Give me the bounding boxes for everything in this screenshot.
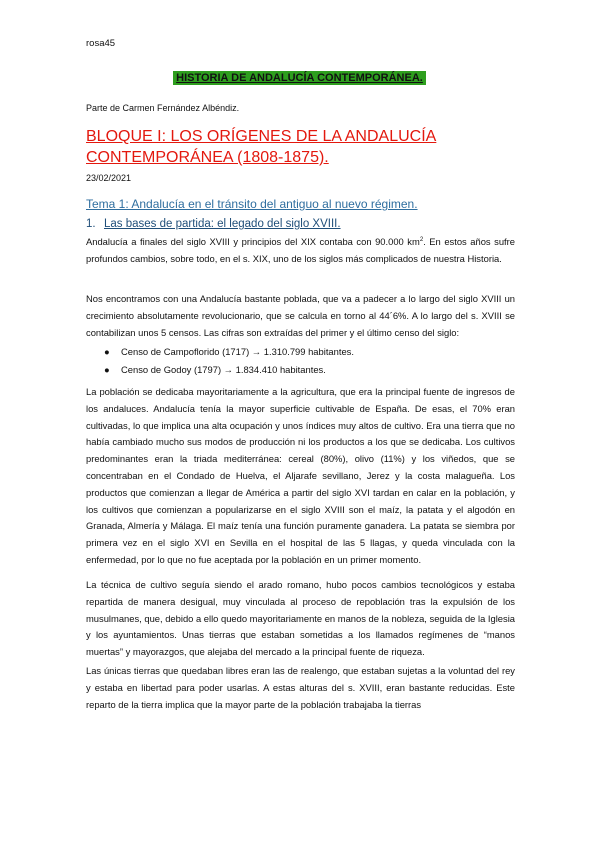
bloque-heading: BLOQUE I: LOS ORÍGENES DE LA ANDALUCÍA CONTEMPORÁNEA (1808-1875).: [86, 128, 437, 166]
census-list: [104, 343, 354, 379]
paragraph-1-text-a: Andalucía a finales del siglo XVIII y principios del XIX contaba con 90.000 km: [86, 236, 420, 248]
tema-heading: Tema 1: Andalucía en el tránsito del antiguo al nuevo régimen.: [86, 197, 418, 211]
paragraph-1-text-b: . En estos años sufre profundos cambios, sobre todo, en el s. XIX, uno de los siglos más complicados de nuestra Historia.: [86, 236, 515, 264]
document-date: 23/02/2021: [86, 173, 132, 183]
section-heading: [86, 218, 341, 230]
list-item: [104, 343, 354, 361]
section-label: Las bases de partida: el legado del siglo XVIII.: [104, 218, 341, 230]
paragraph-2: Nos encontramos con una Andalucía bastante poblada, que va a padecer a lo largo del siglo XVIII un crecimiento absolutamente revolucionario, que se calcula en torno al 44´6%. A lo largo del s. XVIII se contabilizan unos 5 censos. Las cifras son extraídas del primer y el último censo del siglo:: [86, 293, 515, 338]
paragraph-1: [86, 232, 515, 268]
section-number: 1.: [86, 218, 96, 230]
paragraph-5: Las únicas tierras que quedaban libres eran las de realengo, que estaban sujetas a la voluntad del rey y estaba en libertad para poder usarlas. A estas alturas del s. XVIII, eran bastante reducidas. Este reparto de la tierra implica que la mayor parte de la población trabajaba la tierras: [86, 665, 515, 710]
username-header: rosa45: [86, 38, 116, 49]
bullet-icon: ●: [104, 364, 110, 375]
paragraph-4: La técnica de cultivo seguía siendo el arado romano, hubo pocos cambios tecnológicos y estaba repartida de manera desigual, muy vinculada al proceso de repoblación tras la expulsión de los musulmanes, que, debido a ello quedo mayoritariamente en manos de la nobleza, seguida de la Iglesia y los ayuntamientos. Unas tierras que estaban sometidas a los llamados regímenes de “manos muertas” y mayorazgos, que alejaba del mercado a la principal fuente de riqueza.: [86, 579, 515, 658]
author-line: Parte de Carmen Fernández Albéndiz.: [86, 103, 240, 113]
bullet-icon: ●: [104, 346, 110, 357]
paragraph-1-superscript: 2: [419, 237, 424, 243]
title-container: [0, 68, 599, 86]
document-title: HISTORIA DE ANDALUCÍA CONTEMPORÁNEA.: [173, 71, 426, 85]
list-item-text: Censo de Godoy (1797) → 1.834.410 habitantes.: [121, 364, 326, 375]
list-item: [104, 361, 354, 379]
list-item-text: Censo de Campoflorido (1717) → 1.310.799 habitantes.: [121, 346, 354, 357]
paragraph-3: La población se dedicaba mayoritariamente a la agricultura, que era la principal fuente de ingresos de los andaluces. Andalucía tenía la mayor superficie cultivable de España. De esas, el 70% eran cultivadas, lo que implica una alta ocupación y unos índices muy altos de cultivo. Era una tierra que no había cambiado mucho sus modos de producción ni los productos a los que se dedicaba. Los cultivos predominantes eran la triada mediterránea: cereal (80%), olivo (11%) y los viñedos, que se concentraban en el Condado de Huelva, el Aljarafe sevillano, Jerez y la costa malagueña. Los productos que comienzan a llegar de América a partir del siglo XVI tardan en calar en la población, y los cultivos que comienzan a popularizarse en el siglo XVIII son el maíz, la patata y el algodón en Granada, Almería y Málaga. El maíz tenía una función puramente ganadera. La patata se siembra por primera vez en el siglo XVI en Sevilla en el hospital de las 5 llagas, y queda vinculada con la enfermedad, por lo que no fue aceptada por la población en un primer momento.: [86, 386, 515, 565]
